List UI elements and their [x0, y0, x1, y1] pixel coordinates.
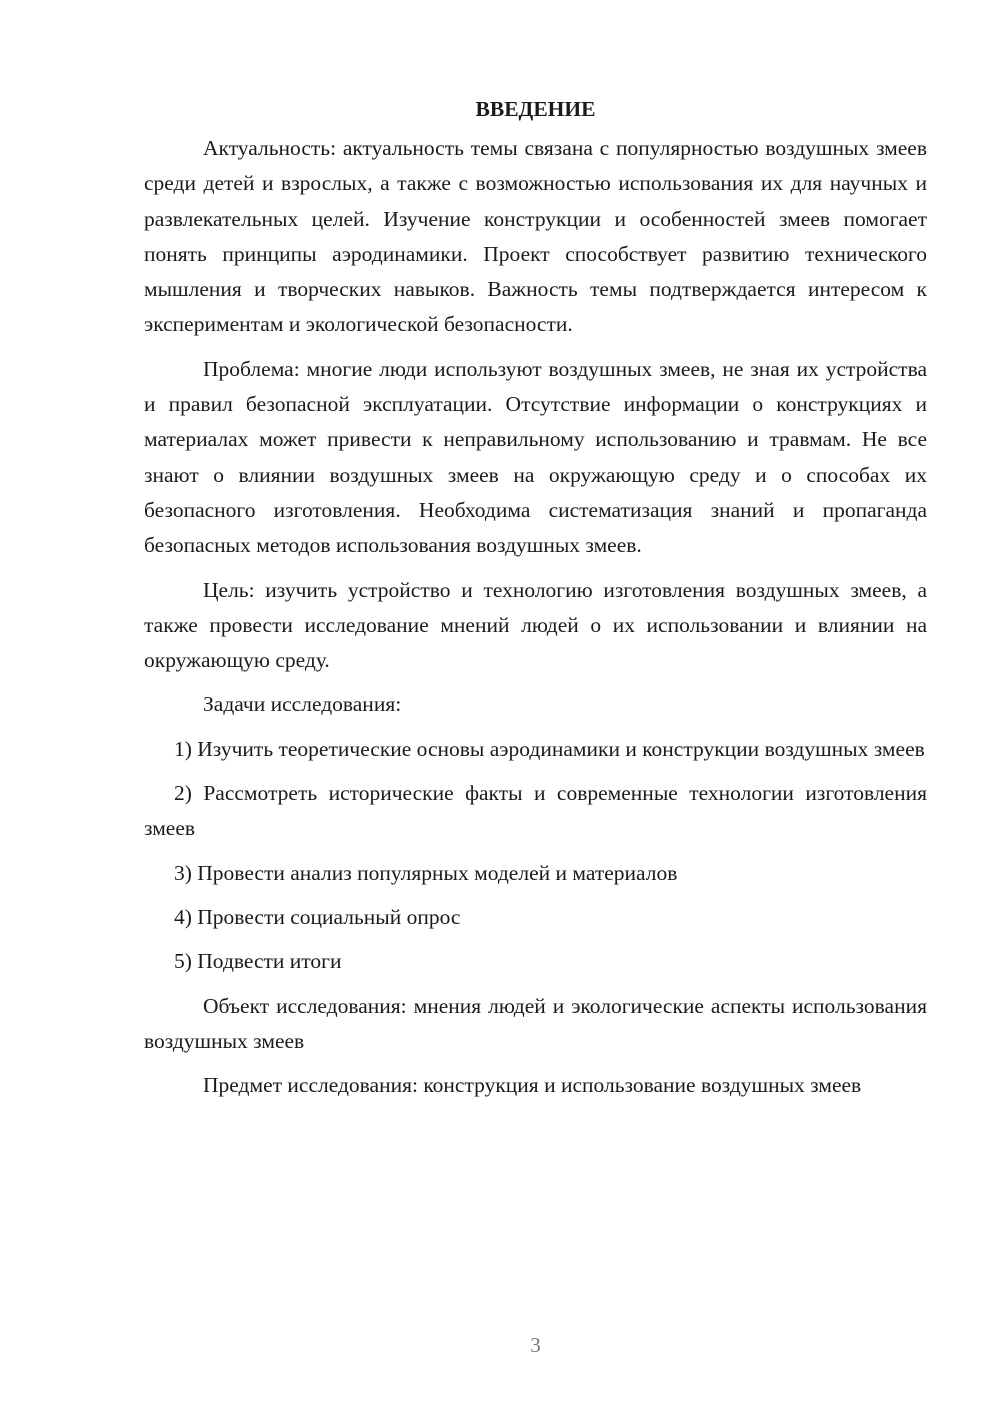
page-number: 3 — [530, 1333, 541, 1357]
document-page — [144, 92, 927, 1112]
section-title: ВВЕДЕНИЕ — [475, 97, 596, 121]
paragraph-problem: Проблема: многие люди используют воздушных змеев, не зная их устройства и правил безопасной эксплуатации. Отсутствие информации о конструкциях и материалах может привести к неправильному использованию и травмам. Не все знают о влиянии воздушных змеев на окружающую среду и о способах их безопасного изготовления. Необходима систематизация знаний и пропаганда безопасных методов использования воздушных змеев. — [144, 356, 927, 558]
task-item: 5) Подвести итоги — [174, 949, 342, 974]
paragraph-object: Объект исследования: мнения людей и экологические аспекты использования воздушных змеев — [144, 993, 927, 1053]
paragraph-goal: Цель: изучить устройство и технологию изготовления воздушных змеев, а также провести исследование мнений людей о их использовании и влиянии на окружающую среду. — [144, 577, 927, 673]
paragraph-relevance: Актуальность: актуальность темы связана с популярностью воздушных змеев среди детей и взрослых, а также с возможностью использования их для научных и развлекательных целей. Изучение конструкции и особенностей змеев помогает понять принципы аэродинамики. Проект способствует развитию технического мышления и творческих навыков. Важность темы подтверждается интересом к экспериментам и экологической безопасности. — [144, 136, 927, 337]
task-item: 1) Изучить теоретические основы аэродинамики и конструкции воздушных змеев — [174, 736, 925, 761]
task-item: 3) Провести анализ популярных моделей и материалов — [174, 860, 678, 885]
paragraph-tasks-heading: Задачи исследования: — [203, 692, 402, 717]
paragraph-subject: Предмет исследования: конструкция и использование воздушных змеев — [203, 1073, 862, 1098]
task-item: 2) Рассмотреть исторические факты и современные технологии изготовления змеев — [144, 781, 927, 841]
task-item: 4) Провести социальный опрос — [174, 904, 461, 929]
